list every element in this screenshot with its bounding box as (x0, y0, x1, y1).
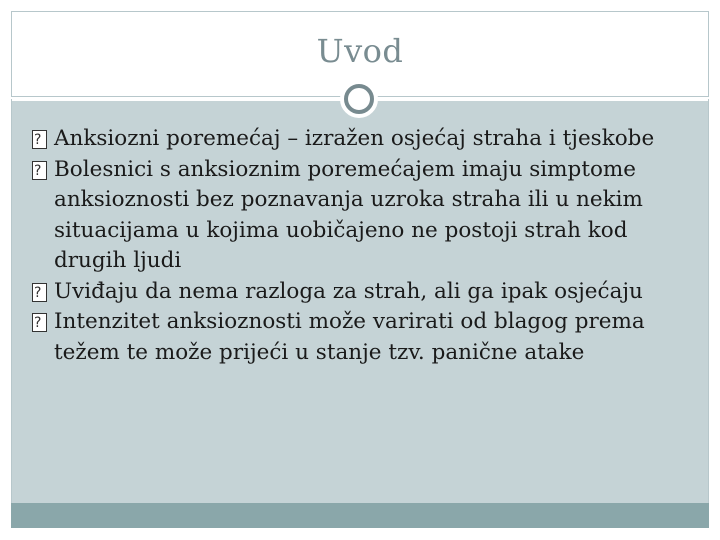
footer-bar (11, 503, 709, 528)
ring-ornament-icon (340, 80, 378, 118)
bullet-text: Anksiozni poremećaj – izražen osjećaj straha i tjeskobe (54, 126, 655, 151)
bullet-text: Bolesnici s anksioznim poremećajem imaju simptome anksioznosti bez poznavanja uzroka straha ili u nekim situacijama u kojima uobičajeno ne postoji strah kod drugih ljudi (54, 156, 643, 273)
missing-glyph-box-icon (32, 161, 47, 180)
bullet-item (32, 155, 692, 277)
bullet-item (32, 124, 692, 155)
slide-title: Uvod (316, 32, 404, 70)
bullet-text: Intenzitet anksioznosti može varirati od blagog prema težem te može prijeći u stanje tzv. panične atake (54, 309, 645, 365)
bullet-list (32, 124, 692, 368)
bullet-text: Uviđaju da nema razloga za strah, ali ga ipak osjećaju (54, 278, 643, 304)
bullet-item (32, 307, 692, 368)
missing-glyph-box-icon (32, 130, 47, 149)
missing-glyph-box-icon (32, 283, 47, 302)
missing-glyph-box-icon (32, 313, 47, 332)
bullet-item (32, 277, 692, 308)
